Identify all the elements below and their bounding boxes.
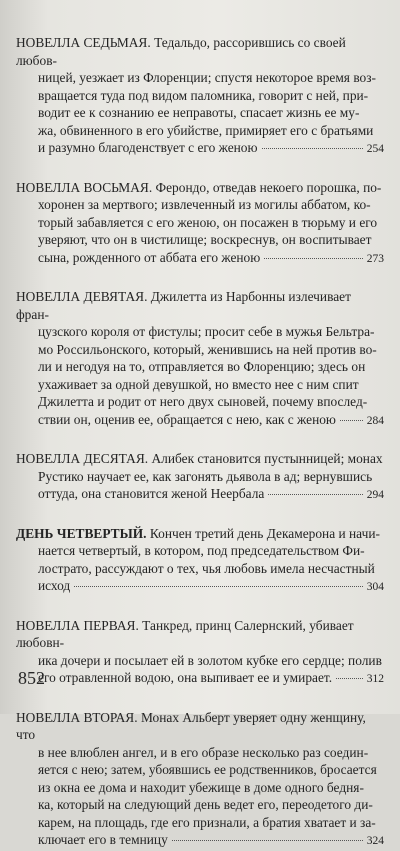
toc-entry-line bbox=[16, 214, 384, 232]
toc-entry-line bbox=[16, 231, 384, 249]
toc-entry-line bbox=[16, 617, 384, 652]
toc-entry bbox=[16, 34, 384, 159]
table-of-contents bbox=[16, 34, 384, 851]
toc-entry-line-text: хоронен за мертвого; извлеченный из могилы аббатом, ко- bbox=[38, 197, 371, 212]
toc-entry-line bbox=[16, 652, 384, 670]
toc-entry-line-text: Монах Альберт уверяет одну женщину, что bbox=[16, 709, 366, 742]
toc-entry-line-text: Ферондо, отведав некоего порошка, по- bbox=[155, 179, 382, 195]
toc-entry-text bbox=[16, 450, 384, 485]
toc-page-number: 312 bbox=[366, 673, 384, 685]
toc-entry-line bbox=[16, 814, 384, 832]
toc-entry bbox=[16, 617, 384, 689]
toc-entry bbox=[16, 179, 384, 269]
toc-entry-line bbox=[16, 525, 384, 543]
toc-entry-line-text: Танкред, принц Салернский, убивает любовн- bbox=[16, 617, 354, 650]
toc-entry-line-text: уверяют, что он в чистилище; воскреснув, он воспитывает bbox=[38, 232, 372, 247]
toc-entry-line-text: Алибек становится пустынницей; монах bbox=[151, 451, 383, 466]
toc-entry-title: НОВЕЛЛА ВОСЬМАЯ. bbox=[16, 179, 153, 195]
toc-entry-line bbox=[16, 196, 384, 214]
toc-entry-line-text: в нее влюблен ангел, и в его образе несколько раз соедин- bbox=[38, 744, 369, 760]
toc-entry-line bbox=[16, 122, 384, 140]
toc-entry-title: НОВЕЛЛА ВТОРАЯ. bbox=[16, 709, 138, 725]
toc-entry-line-text: исход bbox=[38, 578, 71, 593]
toc-entry-line bbox=[16, 761, 384, 779]
dot-leader bbox=[340, 420, 363, 421]
toc-entry-line-text: ли и негодуя на то, отправляется во Флоренцию; здесь он bbox=[38, 359, 366, 374]
toc-entry-line-text: карем, на площадь, где его признали, а братия хватает и за- bbox=[38, 814, 376, 830]
toc-entry-line bbox=[16, 104, 384, 122]
toc-entry-line bbox=[16, 323, 384, 341]
toc-entry-last-line bbox=[16, 669, 384, 689]
dot-leader bbox=[172, 840, 363, 841]
toc-entry bbox=[16, 450, 384, 505]
toc-entry-line-text: Джилетта из Нарбонны излечивает фран- bbox=[16, 289, 351, 322]
toc-entry-line-text: ницей, уезжает из Флоренции; спустя некоторое время воз- bbox=[38, 70, 376, 85]
toc-entry-line-text: Джилетта и родит от него двух сыновей, почему впослед- bbox=[38, 394, 368, 409]
dot-leader bbox=[336, 678, 363, 679]
toc-entry-line-text: Рустико научает ее, как загонять дьявола в ад; вернувшись bbox=[38, 468, 373, 484]
toc-entry-line bbox=[16, 288, 384, 323]
toc-entry-line bbox=[16, 69, 384, 87]
toc-entry-line-text: ухаживает за одной девушкой, но вместо нее с ним спит bbox=[38, 376, 359, 392]
toc-entry-line-text: ключает его в темницу bbox=[38, 832, 168, 847]
dot-leader bbox=[264, 258, 362, 259]
toc-entry-text bbox=[16, 179, 384, 249]
dot-leader bbox=[74, 586, 363, 587]
toc-entry bbox=[16, 525, 384, 597]
toc-entry bbox=[16, 709, 384, 851]
toc-entry-line-text: цузского короля от фистулы; просит себе в мужья Бельтра- bbox=[38, 324, 375, 339]
toc-entry-line bbox=[16, 358, 384, 376]
toc-entry-line-text: лострато, рассуждают о тех, чья любовь имела несчастный bbox=[38, 560, 375, 576]
toc-entry-line-text: торый забавляется с его женою, он посажен в тюрьму и его bbox=[38, 214, 378, 230]
toc-entry-line bbox=[16, 34, 384, 69]
toc-entry-last-line bbox=[16, 831, 384, 851]
toc-page-number: 273 bbox=[366, 252, 384, 265]
toc-entry-line bbox=[16, 542, 384, 560]
toc-entry-line bbox=[16, 87, 384, 105]
toc-entry-last-line bbox=[16, 139, 384, 159]
toc-entry-title: НОВЕЛЛА СЕДЬМАЯ. bbox=[16, 35, 151, 50]
toc-entry-title: НОВЕЛЛА ДЕСЯТАЯ. bbox=[16, 451, 149, 466]
toc-entry-line-text: вращается туда под видом паломника, говорит с ней, при- bbox=[38, 87, 369, 103]
toc-entry-line-text: мо Россильонского, который, женившись на ней против во- bbox=[38, 341, 377, 357]
toc-entry-line-text: из окна ее дома и находит убежище в доме одного бедня- bbox=[38, 779, 364, 795]
toc-entry-line-text: сына, рожденного от аббата его женою bbox=[38, 249, 261, 265]
toc-page-number: 324 bbox=[366, 835, 384, 847]
toc-entry-line-text: его отравленной водою, она выпивает ее и умирает. bbox=[38, 670, 333, 685]
toc-entry-line bbox=[16, 796, 384, 814]
toc-entry-line bbox=[16, 393, 384, 411]
toc-entry-line-text: оттуда, она становится женой Неербала bbox=[38, 486, 265, 501]
dot-leader bbox=[262, 148, 363, 149]
toc-entry-line bbox=[16, 450, 384, 468]
toc-entry-title: ДЕНЬ ЧЕТВЕРТЫЙ. bbox=[16, 525, 147, 541]
toc-entry-line bbox=[16, 779, 384, 797]
toc-entry-text bbox=[16, 709, 384, 832]
toc-entry-line-text: ка, который на следующий день ведет его, переодетого ди- bbox=[38, 797, 373, 812]
toc-entry-line-text: и разумно благоденствует с его женою bbox=[38, 140, 258, 155]
toc-entry-line-text: яется с нею; затем, убоявшись ее родственников, бросается bbox=[38, 762, 377, 777]
toc-entry-line-text: Тедальдо, рассорившись со своей любов- bbox=[16, 35, 346, 68]
toc-entry-line-text: ика дочери и посылает ей в золотом кубке его сердце; полив bbox=[38, 652, 382, 668]
toc-entry-line-text: ствии он, оценив ее, обращается с нею, как с женою bbox=[38, 411, 336, 427]
toc-entry-line-text: жа, обвиненного в его убийстве, примиряет его с братьями bbox=[38, 122, 374, 138]
toc-entry-text bbox=[16, 617, 384, 670]
toc-entry-line-text: водит ее к сознанию ее неправоты, спасает жизнь ее му- bbox=[38, 105, 360, 120]
toc-entry-title: НОВЕЛЛА ДЕВЯТАЯ. bbox=[16, 289, 148, 304]
toc-entry bbox=[16, 288, 384, 430]
toc-page-number: 294 bbox=[366, 489, 384, 501]
toc-entry-line-text: Кончен третий день Декамерона и начи- bbox=[149, 525, 380, 541]
toc-entry-text bbox=[16, 525, 384, 578]
toc-entry-last-line bbox=[16, 577, 384, 597]
toc-page-number: 304 bbox=[366, 581, 384, 593]
toc-entry-line bbox=[16, 376, 384, 394]
toc-entry-line bbox=[16, 744, 384, 762]
toc-entry-title: НОВЕЛЛА ПЕРВАЯ. bbox=[16, 617, 139, 633]
toc-entry-last-line bbox=[16, 249, 384, 269]
toc-entry-text bbox=[16, 34, 384, 139]
toc-entry-text bbox=[16, 288, 384, 411]
toc-entry-line bbox=[16, 560, 384, 578]
toc-entry-line-text: нается четвертый, в котором, под председательством Фи- bbox=[38, 543, 365, 558]
toc-page-number: 254 bbox=[366, 143, 384, 155]
toc-entry-line bbox=[16, 179, 384, 197]
toc-entry-last-line bbox=[16, 485, 384, 505]
toc-entry-line bbox=[16, 341, 384, 359]
toc-page-number: 284 bbox=[366, 414, 384, 427]
toc-entry-last-line bbox=[16, 411, 384, 431]
toc-entry-line bbox=[16, 468, 384, 486]
page-number: 852 bbox=[18, 668, 45, 688]
dot-leader bbox=[268, 494, 362, 495]
